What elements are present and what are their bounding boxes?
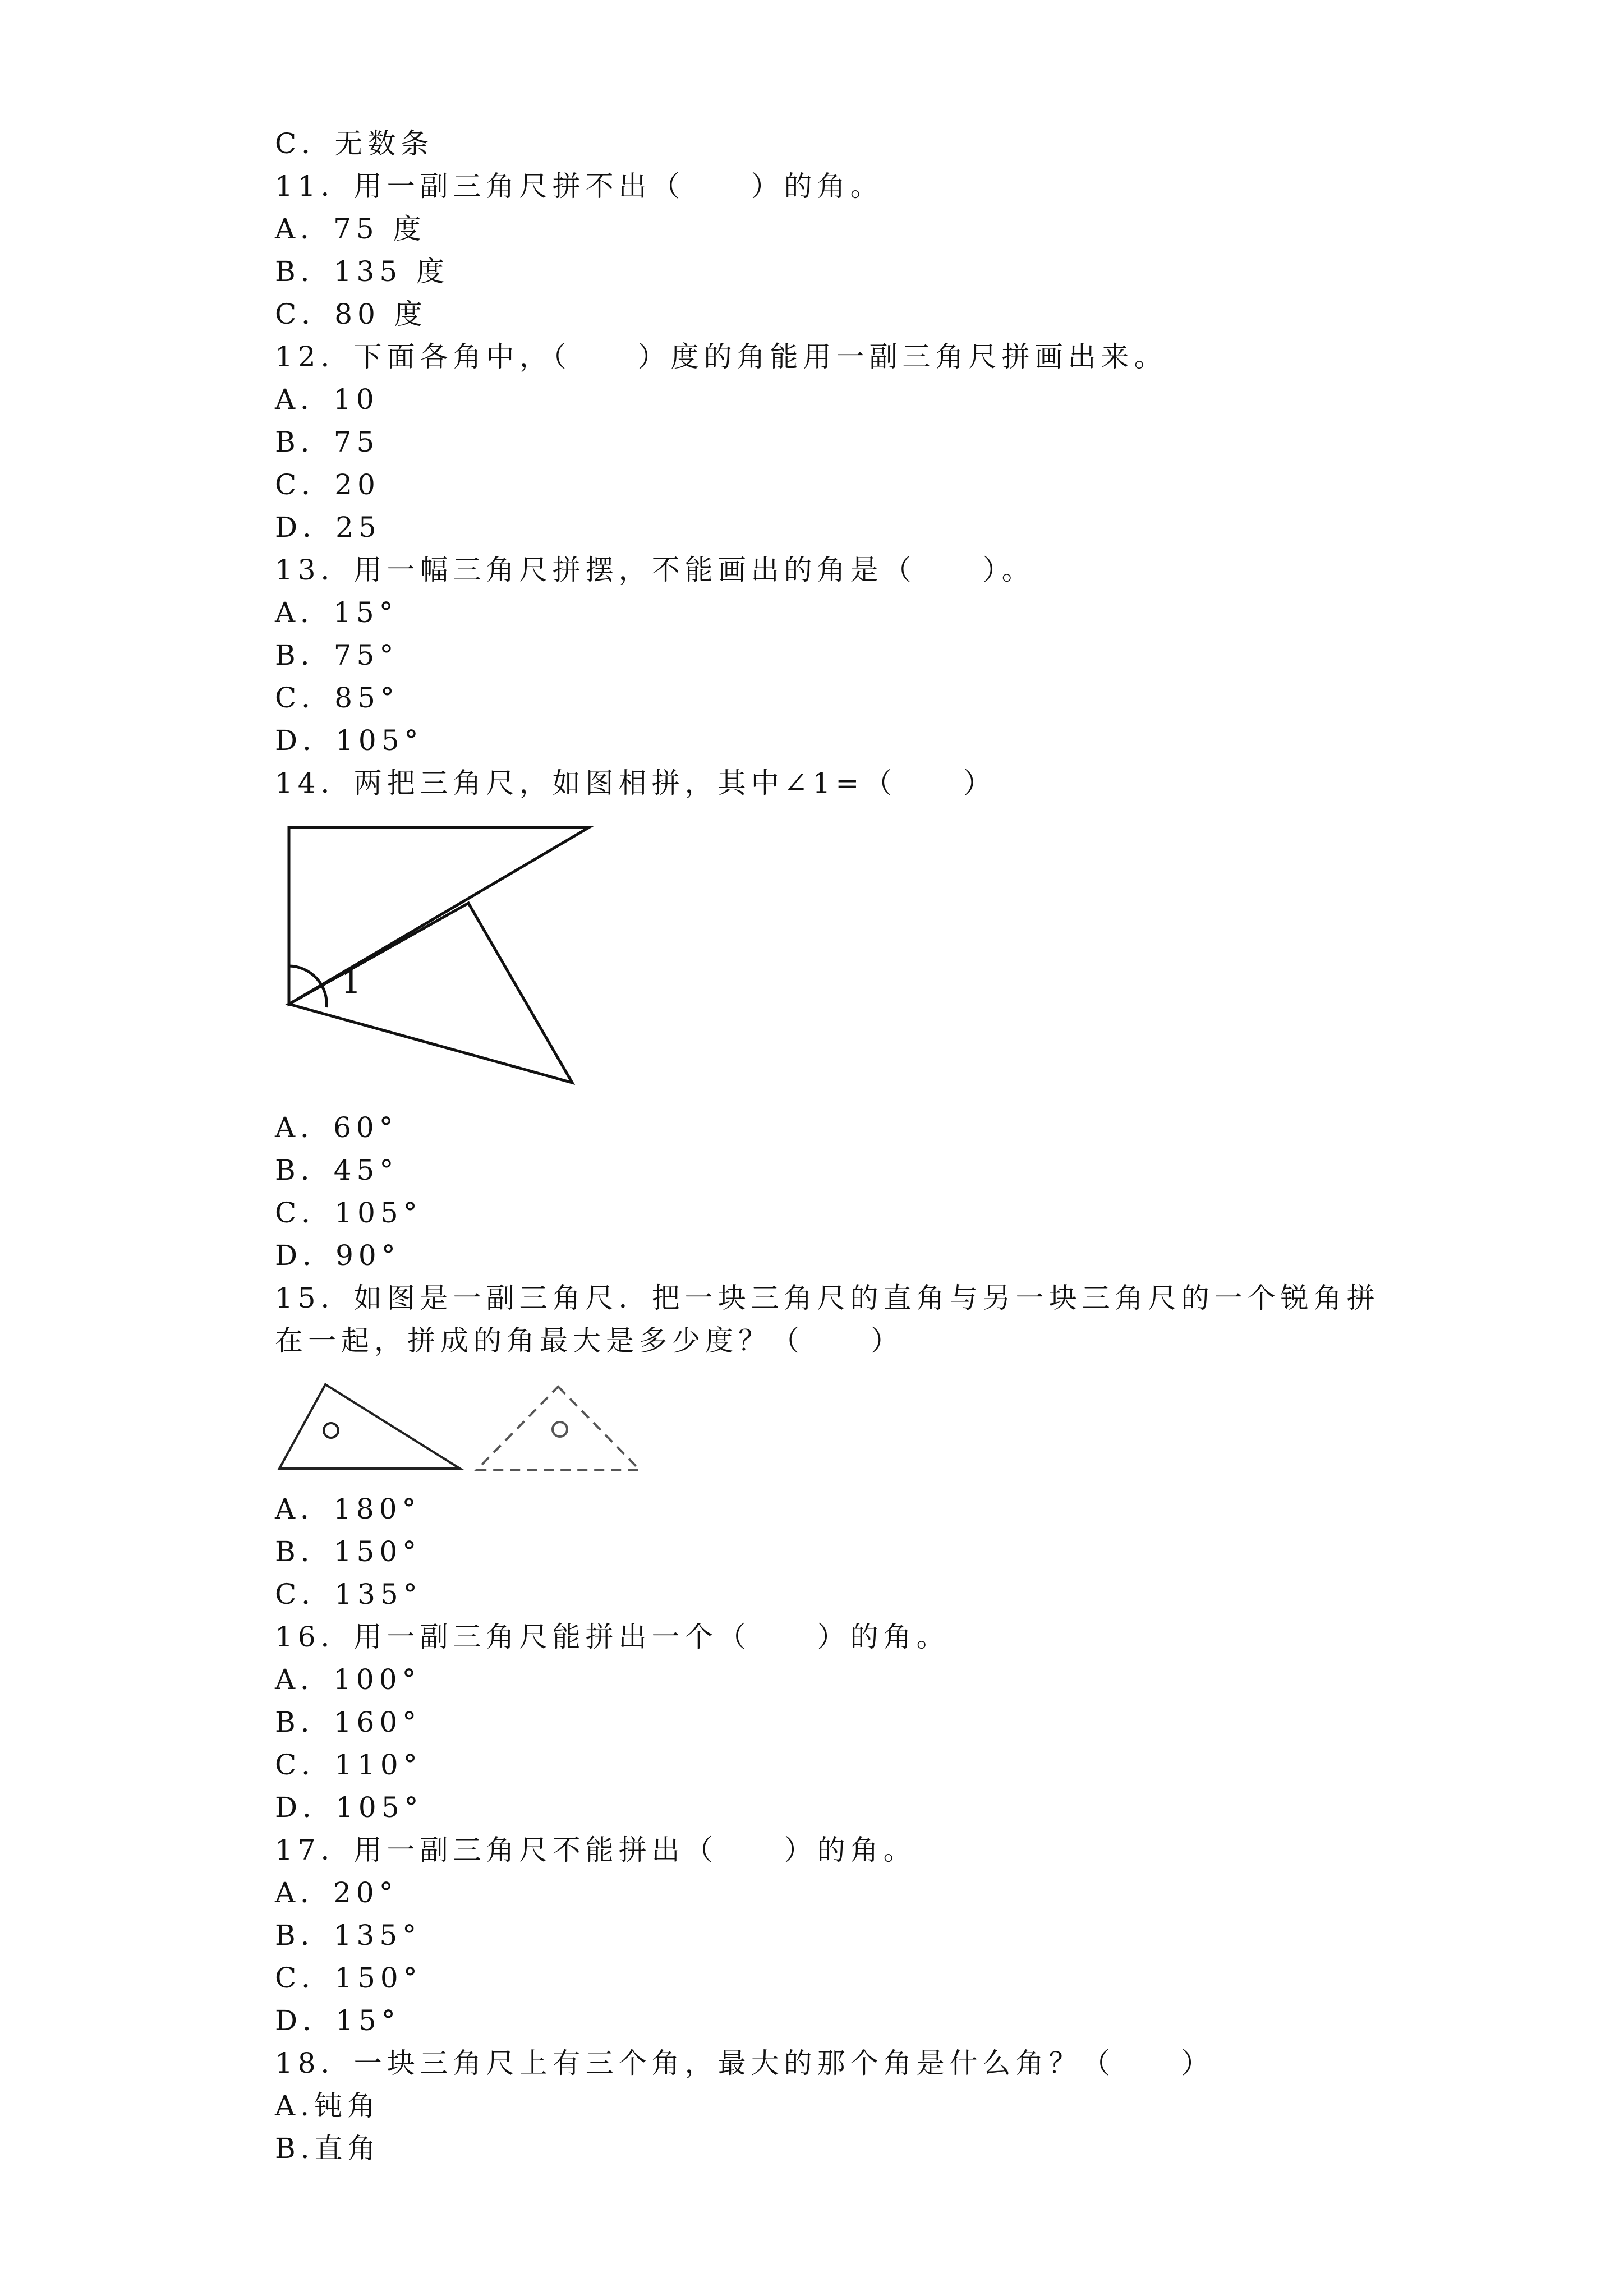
q16-stem: 16．用一副三角尺能拼出一个（ ）的角。 [275, 1621, 950, 1653]
q13-stem: 13．用一幅三角尺拼摆，不能画出的角是（ ）。 [275, 554, 1035, 586]
q16-option-a: A．100° [275, 1663, 421, 1696]
q15-stem-line-2: 在一起，拼成的角最大是多少度？（ ） [275, 1324, 904, 1357]
q17-option-c: C．150° [275, 1962, 422, 1994]
q14-option-b: B．45° [275, 1154, 399, 1186]
q14-option-d: D．90° [275, 1239, 401, 1272]
dashed-set-square-hole [553, 1422, 567, 1437]
angle-1-label: 1 [341, 964, 361, 1001]
q10-option-c: C．无数条 [275, 127, 434, 160]
q14-option-a: A．60° [275, 1111, 398, 1144]
q17-option-d: D．15° [275, 2004, 401, 2037]
q12-stem: 12．下面各角中，（ ）度的角能用一副三角尺拼画出来。 [275, 341, 1167, 373]
q16-option-b: B．160° [275, 1706, 422, 1738]
q13-option-c: C．85° [275, 682, 399, 714]
solid-set-square [279, 1384, 460, 1469]
q17-option-b: B．135° [275, 1919, 422, 1952]
q13-option-b: B．75° [275, 639, 399, 671]
q11-option-a: A．75 度 [275, 213, 426, 245]
q15-set-squares-figure [269, 1374, 651, 1481]
q18-option-b: B.直角 [275, 2132, 381, 2165]
q13-option-d: D．105° [275, 724, 424, 757]
q17-stem: 17．用一副三角尺不能拼出（ ）的角。 [275, 1834, 917, 1866]
q14-set-squares-figure [275, 819, 600, 1088]
q11-option-b: B．135 度 [275, 255, 450, 288]
q17-option-a: A．20° [275, 1876, 398, 1909]
q15-option-b: B．150° [275, 1535, 422, 1568]
lower-triangle-ruler [289, 903, 572, 1083]
solid-set-square-hole [324, 1423, 338, 1438]
q18-option-a: A.钝角 [275, 2090, 381, 2122]
q15-stem-line-1: 15．如图是一副三角尺．把一块三角尺的直角与另一块三角尺的一个锐角拼 [275, 1282, 1380, 1314]
q12-option-d: D．25 [275, 511, 381, 544]
q15-option-a: A．180° [275, 1493, 421, 1525]
q14-option-c: C．105° [275, 1197, 422, 1229]
q14-stem: 14．两把三角尺，如图相拼，其中∠1=（ ） [275, 767, 997, 799]
q12-option-b: B．75 [275, 426, 380, 458]
q16-option-d: D．105° [275, 1791, 424, 1824]
q13-option-a: A．15° [275, 596, 398, 629]
q11-option-c: C．80 度 [275, 298, 427, 330]
q15-option-c: C．135° [275, 1578, 422, 1611]
q18-stem: 18．一块三角尺上有三个角，最大的那个角是什么角？（ ） [275, 2047, 1214, 2079]
q16-option-c: C．110° [275, 1749, 422, 1781]
q12-option-a: A．10 [275, 383, 379, 416]
q11-stem: 11．用一副三角尺拼不出（ ）的角。 [275, 170, 884, 203]
dashed-set-square [477, 1387, 640, 1470]
q12-option-c: C．20 [275, 468, 380, 501]
